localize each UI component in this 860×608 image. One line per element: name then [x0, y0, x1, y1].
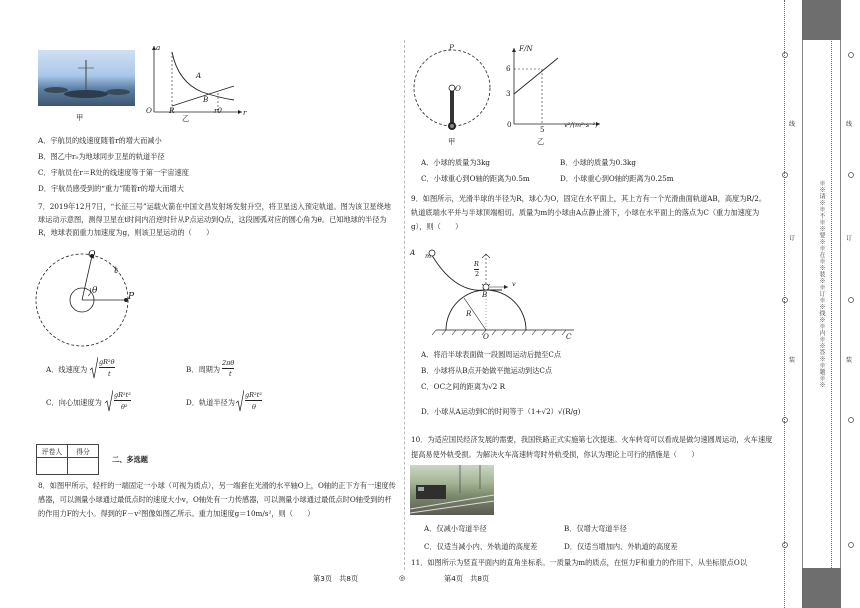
fig-jia-label-o: O: [455, 84, 461, 93]
sqrt-sign: [90, 356, 98, 380]
space-station-illustration: [38, 50, 135, 106]
q7-option-c-label: C．向心加速度为: [46, 398, 102, 407]
q7-c-numerator: gR²t²: [114, 391, 131, 399]
q9-option-c: C．OC之间的距离为√2 R: [421, 382, 506, 391]
binding-hole-marks: [780, 0, 860, 608]
graph-origin: O: [146, 106, 152, 115]
hemisphere-label-a: A: [410, 248, 416, 257]
q10-option-b: B．仅增大弯道半径: [564, 524, 627, 533]
q7-text: 7．2019年12月7日，“长征三号”运载火箭在中国文昌发射场发射升空，将卫星送入预定轨道。图为该卫星绕地球运动示意图，测得卫星在t时间内沿逆时针从P点运动到Q点，这段圆弧对应的圆心角为θ。已知地球的半径为R，地球表面重力加速度为g，则该卫星运动的（ ）: [38, 202, 391, 237]
hemisphere-figure: [424, 244, 584, 344]
orbit-figure: [30, 250, 140, 350]
page-number-left: 第3页 共8页: [313, 574, 359, 583]
q9-text: 9．如图所示，光滑半球的半径为R，球心为O，固定在水平面上，其上方有一个光滑曲面轨道AB，高度为R/2。轨道底端水平并与半球顶端相切。质量为m的小球由A点静止滑下，小球在水平面上的落点为C（重力加速度为g），则（ ）: [411, 194, 767, 231]
column-divider: [404, 40, 405, 570]
q6-option-d: D．宇航员感受到的“重力”随着r的增大而增大: [38, 184, 184, 193]
hemisphere-label-m: m: [425, 252, 432, 260]
graph-caption: 乙: [537, 137, 545, 146]
graph-origin: 0: [507, 120, 512, 129]
q9-option-d: D．小球从A运动到C的时间等于（1+√2）√(R/g): [421, 407, 581, 416]
q10-option-c: C．仅适当减小内、外轨道的高度差: [424, 542, 538, 551]
section-title: 二、多选题: [112, 455, 148, 464]
page-divider-mark: ◎: [399, 573, 406, 582]
q8-option-c: C．小球重心到O轴的距离为0.5m: [421, 174, 530, 183]
q6-option-b: B．图乙中r₀为地球同步卫星的轨道半径: [38, 152, 165, 161]
q7-d-numerator: gR²t²: [245, 391, 262, 399]
q7-b-numerator: 2πθ: [222, 359, 235, 367]
binding-label-zhuang-left: 装: [789, 357, 796, 364]
q7-b-denominator: t: [229, 370, 232, 378]
q8-option-b: B．小球的质量为0.3kg: [560, 158, 636, 167]
graph-y-label: F/N: [519, 44, 533, 53]
hemisphere-label-v: v: [512, 280, 516, 288]
binding-label-xian-right: 线: [846, 121, 853, 128]
score-table-cell-grader[interactable]: [37, 458, 68, 475]
graph-axis-a: a: [156, 43, 161, 52]
hemisphere-label-r: R: [466, 309, 472, 318]
graph-axis-r: r: [243, 108, 247, 117]
binding-label-ding-left: 订: [789, 235, 796, 242]
tick-r0: r0: [214, 106, 223, 115]
q8-text: 8．如图甲所示，轻杆的一端固定一小球（可视为质点），另一端套在光滑的水平轴O上，O轴的正下方有一速度传感器，可以测量小球通过最低点时的速度大小v，O轴处有一力传感器，可以测量小球通过最低点时O轴受到的杆的作用力F的大小。得到的F－v²图像如图乙所示。重力加速度g＝10m/s²，则（ ）: [38, 481, 396, 518]
figure-caption-jia: 甲: [76, 113, 84, 122]
q10-option-d: D．仅适当增加内、外轨道的高度差: [564, 542, 678, 551]
graph-tick-3: 3: [506, 89, 511, 98]
orbit-label-q: Q: [88, 250, 96, 260]
page-number-right: 第4页 共8页: [444, 574, 490, 583]
q10-option-a: A．仅减小弯道半径: [424, 524, 487, 533]
hemisphere-label-r2-top: R: [474, 260, 479, 268]
fig-jia-label-p: P: [449, 43, 454, 52]
q7-d-denominator: θ: [252, 403, 256, 411]
score-table: [36, 444, 99, 475]
q7-a-numerator: gR²θ: [99, 358, 115, 366]
q6-option-a: A．宇航员的线速度随着r的增大而减小: [38, 136, 162, 145]
q10-text: 10．为适应国民经济发展的需要，我国铁路正式实施第七次提速。火车转弯可以看成是做匀速圆周运动，火车速度提高易使外轨受损。为解决火车高速转弯时外轨受损，你认为理论上可行的措施是（ ）: [411, 435, 773, 459]
score-table-header-grader: 评卷人: [37, 445, 68, 458]
space-station-photo: [38, 50, 135, 106]
q7-option-b-label: B．周期为: [186, 365, 221, 374]
binding-notice-text: ※※请※※不※※要※※在※※装※※订※※线※※内※※答※※题※※: [818, 180, 825, 388]
hemisphere-label-b: B: [482, 290, 488, 299]
figure-caption-yi: 乙: [182, 114, 190, 123]
q8-option-d: D．小球重心到O轴的距离为0.25m: [560, 174, 674, 183]
orbit-label-theta: θ: [92, 286, 98, 296]
curve-label-b: B: [203, 95, 209, 104]
orbit-label-p: P: [128, 292, 135, 302]
binding-label-ding-right: 订: [846, 235, 853, 242]
hemisphere-label-r2-bot: 2: [475, 270, 480, 278]
cube-root-sign: [236, 389, 244, 413]
sqrt-sign: [105, 389, 113, 413]
q9-option-a: A．将沿半球表面做一段圆周运动后抛至C点: [421, 350, 562, 359]
q7-a-denominator: t: [108, 370, 111, 378]
hemisphere-label-o: O: [483, 332, 489, 341]
curve-label-a: A: [196, 71, 202, 80]
score-table-header-score: 得分: [68, 445, 99, 458]
q7-option-a-label: A．线速度为: [46, 365, 88, 374]
graph-tick-5: 5: [540, 125, 545, 134]
binding-label-zhuang-right: 装: [846, 357, 853, 364]
q8-option-a: A．小球的质量为3kg: [421, 158, 491, 167]
orbit-label-t: t: [114, 266, 118, 276]
q7-option-d-label: D．轨道半径为: [186, 398, 235, 407]
graph-x-label: v²/(m²·s⁻²): [564, 121, 598, 129]
q7-c-denominator: θ²: [121, 403, 128, 411]
train-photo: [410, 465, 494, 515]
rod-ball-figure: [412, 44, 492, 144]
q9-option-b: B．小球将从B点开始做平抛运动到达C点: [421, 366, 553, 375]
score-table-cell-score[interactable]: [68, 458, 99, 475]
q6-option-c: C．宇航员在r＝R处的线速度等于第一宇宙速度: [38, 168, 189, 177]
tick-r: R: [169, 106, 175, 115]
fig-jia-caption: 甲: [448, 137, 456, 146]
binding-label-xian-left: 线: [789, 121, 796, 128]
train-illustration: [410, 465, 494, 515]
graph-tick-6: 6: [506, 64, 511, 73]
q11-text: 11．如图所示为竖直平面内的直角坐标系。一质量为m的质点，在恒力F和重力的作用下，从坐标原点O以: [411, 558, 747, 567]
hemisphere-label-c: C: [566, 332, 572, 341]
